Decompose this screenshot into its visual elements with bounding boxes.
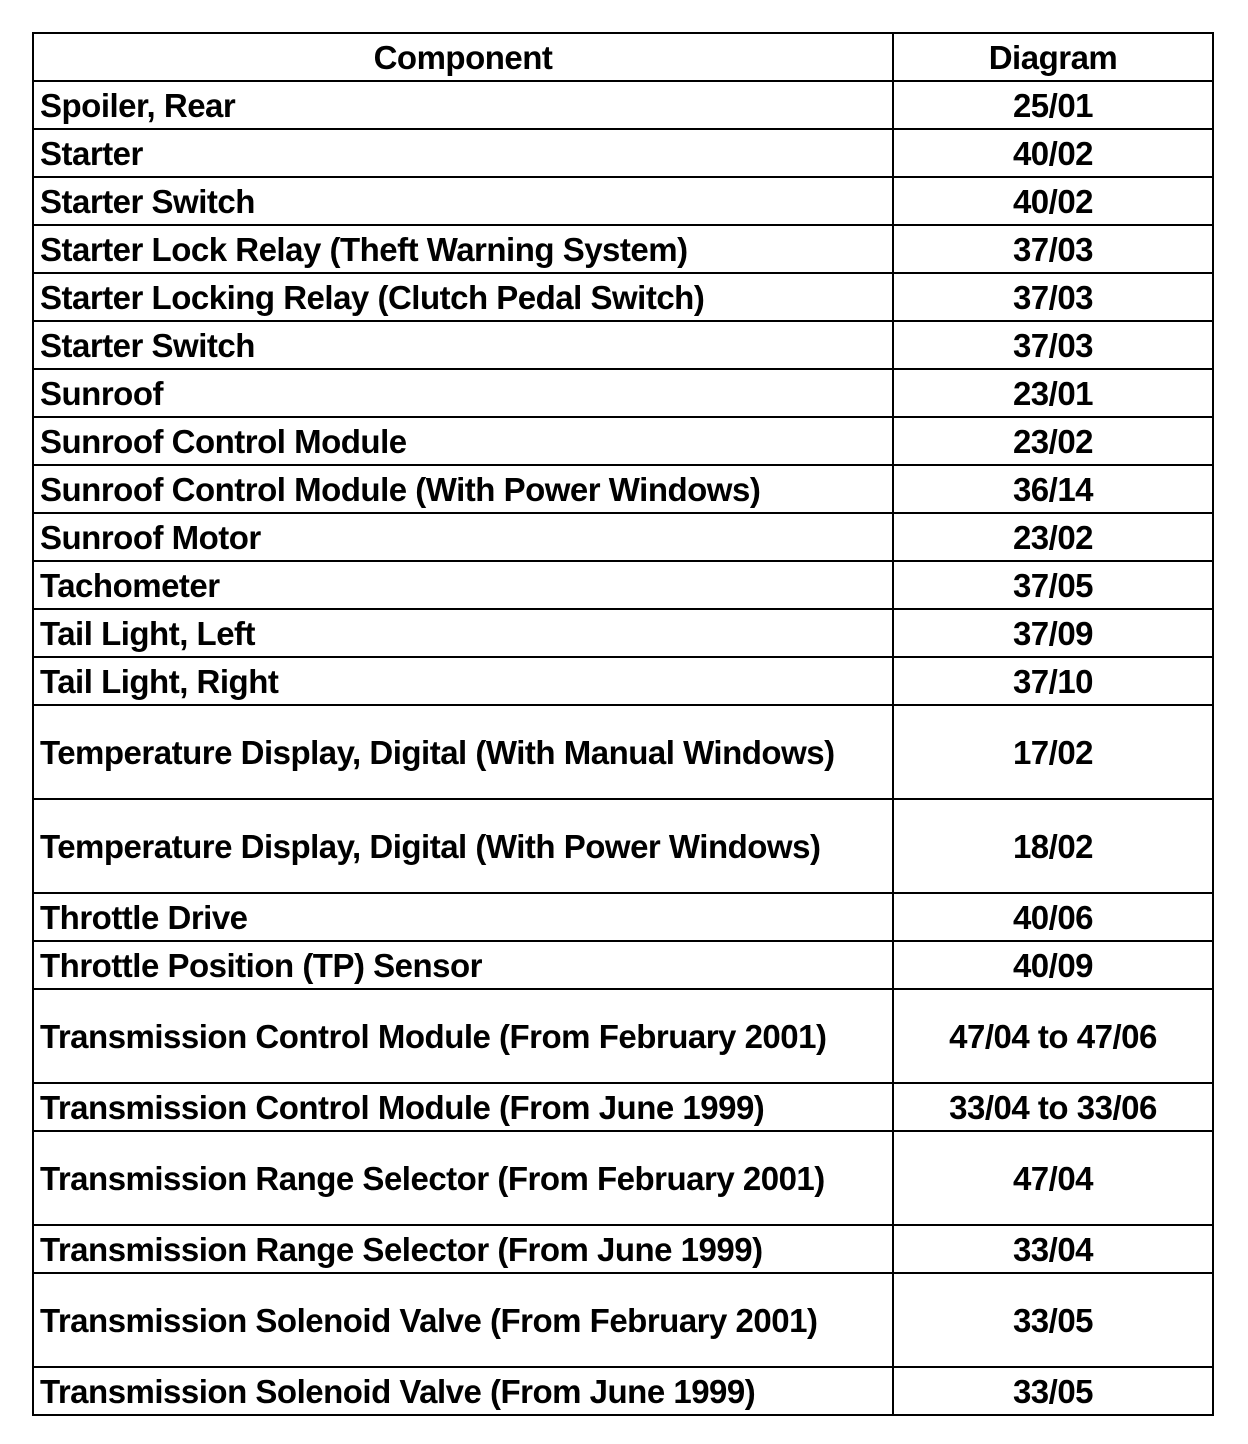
component-cell: Tail Light, Right (33, 657, 893, 705)
component-cell: Sunroof Motor (33, 513, 893, 561)
table-row (33, 513, 1213, 561)
table-body (33, 81, 1213, 1415)
diagram-cell: 37/10 (893, 657, 1213, 705)
table-row (33, 225, 1213, 273)
diagram-cell: 33/05 (893, 1367, 1213, 1415)
table-row (33, 561, 1213, 609)
diagram-cell: 37/03 (893, 321, 1213, 369)
diagram-cell: 37/03 (893, 273, 1213, 321)
component-cell: Tachometer (33, 561, 893, 609)
table-row (33, 1273, 1213, 1367)
component-cell: Transmission Solenoid Valve (From February 2001) (33, 1273, 893, 1367)
table-row (33, 273, 1213, 321)
component-cell: Transmission Solenoid Valve (From June 1999) (33, 1367, 893, 1415)
component-column-header: Component (33, 33, 893, 81)
table-row (33, 81, 1213, 129)
component-cell: Transmission Control Module (From February 2001) (33, 989, 893, 1083)
diagram-cell: 37/05 (893, 561, 1213, 609)
table-row (33, 1083, 1213, 1131)
component-cell: Transmission Range Selector (From June 1999) (33, 1225, 893, 1273)
table-row (33, 1131, 1213, 1225)
component-cell: Temperature Display, Digital (With Manual Windows) (33, 705, 893, 799)
diagram-cell: 33/05 (893, 1273, 1213, 1367)
table-row (33, 129, 1213, 177)
component-cell: Transmission Range Selector (From February 2001) (33, 1131, 893, 1225)
table-row (33, 1367, 1213, 1415)
component-cell: Temperature Display, Digital (With Power Windows) (33, 799, 893, 893)
diagram-cell: 36/14 (893, 465, 1213, 513)
table-row (33, 417, 1213, 465)
component-cell: Starter (33, 129, 893, 177)
component-cell: Throttle Drive (33, 893, 893, 941)
diagram-cell: 25/01 (893, 81, 1213, 129)
component-cell: Starter Switch (33, 177, 893, 225)
table-row (33, 465, 1213, 513)
diagram-cell: 18/02 (893, 799, 1213, 893)
diagram-cell: 17/02 (893, 705, 1213, 799)
table-row (33, 609, 1213, 657)
diagram-cell: 40/02 (893, 177, 1213, 225)
table-row (33, 941, 1213, 989)
diagram-cell: 40/02 (893, 129, 1213, 177)
diagram-cell: 40/06 (893, 893, 1213, 941)
component-cell: Sunroof Control Module (With Power Windows) (33, 465, 893, 513)
component-cell: Throttle Position (TP) Sensor (33, 941, 893, 989)
table-row (33, 369, 1213, 417)
component-cell: Spoiler, Rear (33, 81, 893, 129)
component-cell: Tail Light, Left (33, 609, 893, 657)
table-row (33, 321, 1213, 369)
component-cell: Starter Locking Relay (Clutch Pedal Switch) (33, 273, 893, 321)
diagram-cell: 37/09 (893, 609, 1213, 657)
table-row (33, 1225, 1213, 1273)
table-row (33, 893, 1213, 941)
diagram-cell: 33/04 to 33/06 (893, 1083, 1213, 1131)
component-cell: Sunroof Control Module (33, 417, 893, 465)
diagram-cell: 23/02 (893, 513, 1213, 561)
component-diagram-table (32, 32, 1214, 1416)
component-cell: Sunroof (33, 369, 893, 417)
diagram-cell: 23/01 (893, 369, 1213, 417)
diagram-cell: 40/09 (893, 941, 1213, 989)
table-row (33, 705, 1213, 799)
header-row (33, 33, 1213, 81)
table-row (33, 657, 1213, 705)
component-cell: Starter Switch (33, 321, 893, 369)
diagram-cell: 37/03 (893, 225, 1213, 273)
diagram-cell: 47/04 (893, 1131, 1213, 1225)
table-row (33, 177, 1213, 225)
table-row (33, 989, 1213, 1083)
diagram-cell: 47/04 to 47/06 (893, 989, 1213, 1083)
diagram-column-header: Diagram (893, 33, 1213, 81)
diagram-cell: 23/02 (893, 417, 1213, 465)
component-cell: Starter Lock Relay (Theft Warning System) (33, 225, 893, 273)
diagram-cell: 33/04 (893, 1225, 1213, 1273)
table-row (33, 799, 1213, 893)
component-cell: Transmission Control Module (From June 1999) (33, 1083, 893, 1131)
